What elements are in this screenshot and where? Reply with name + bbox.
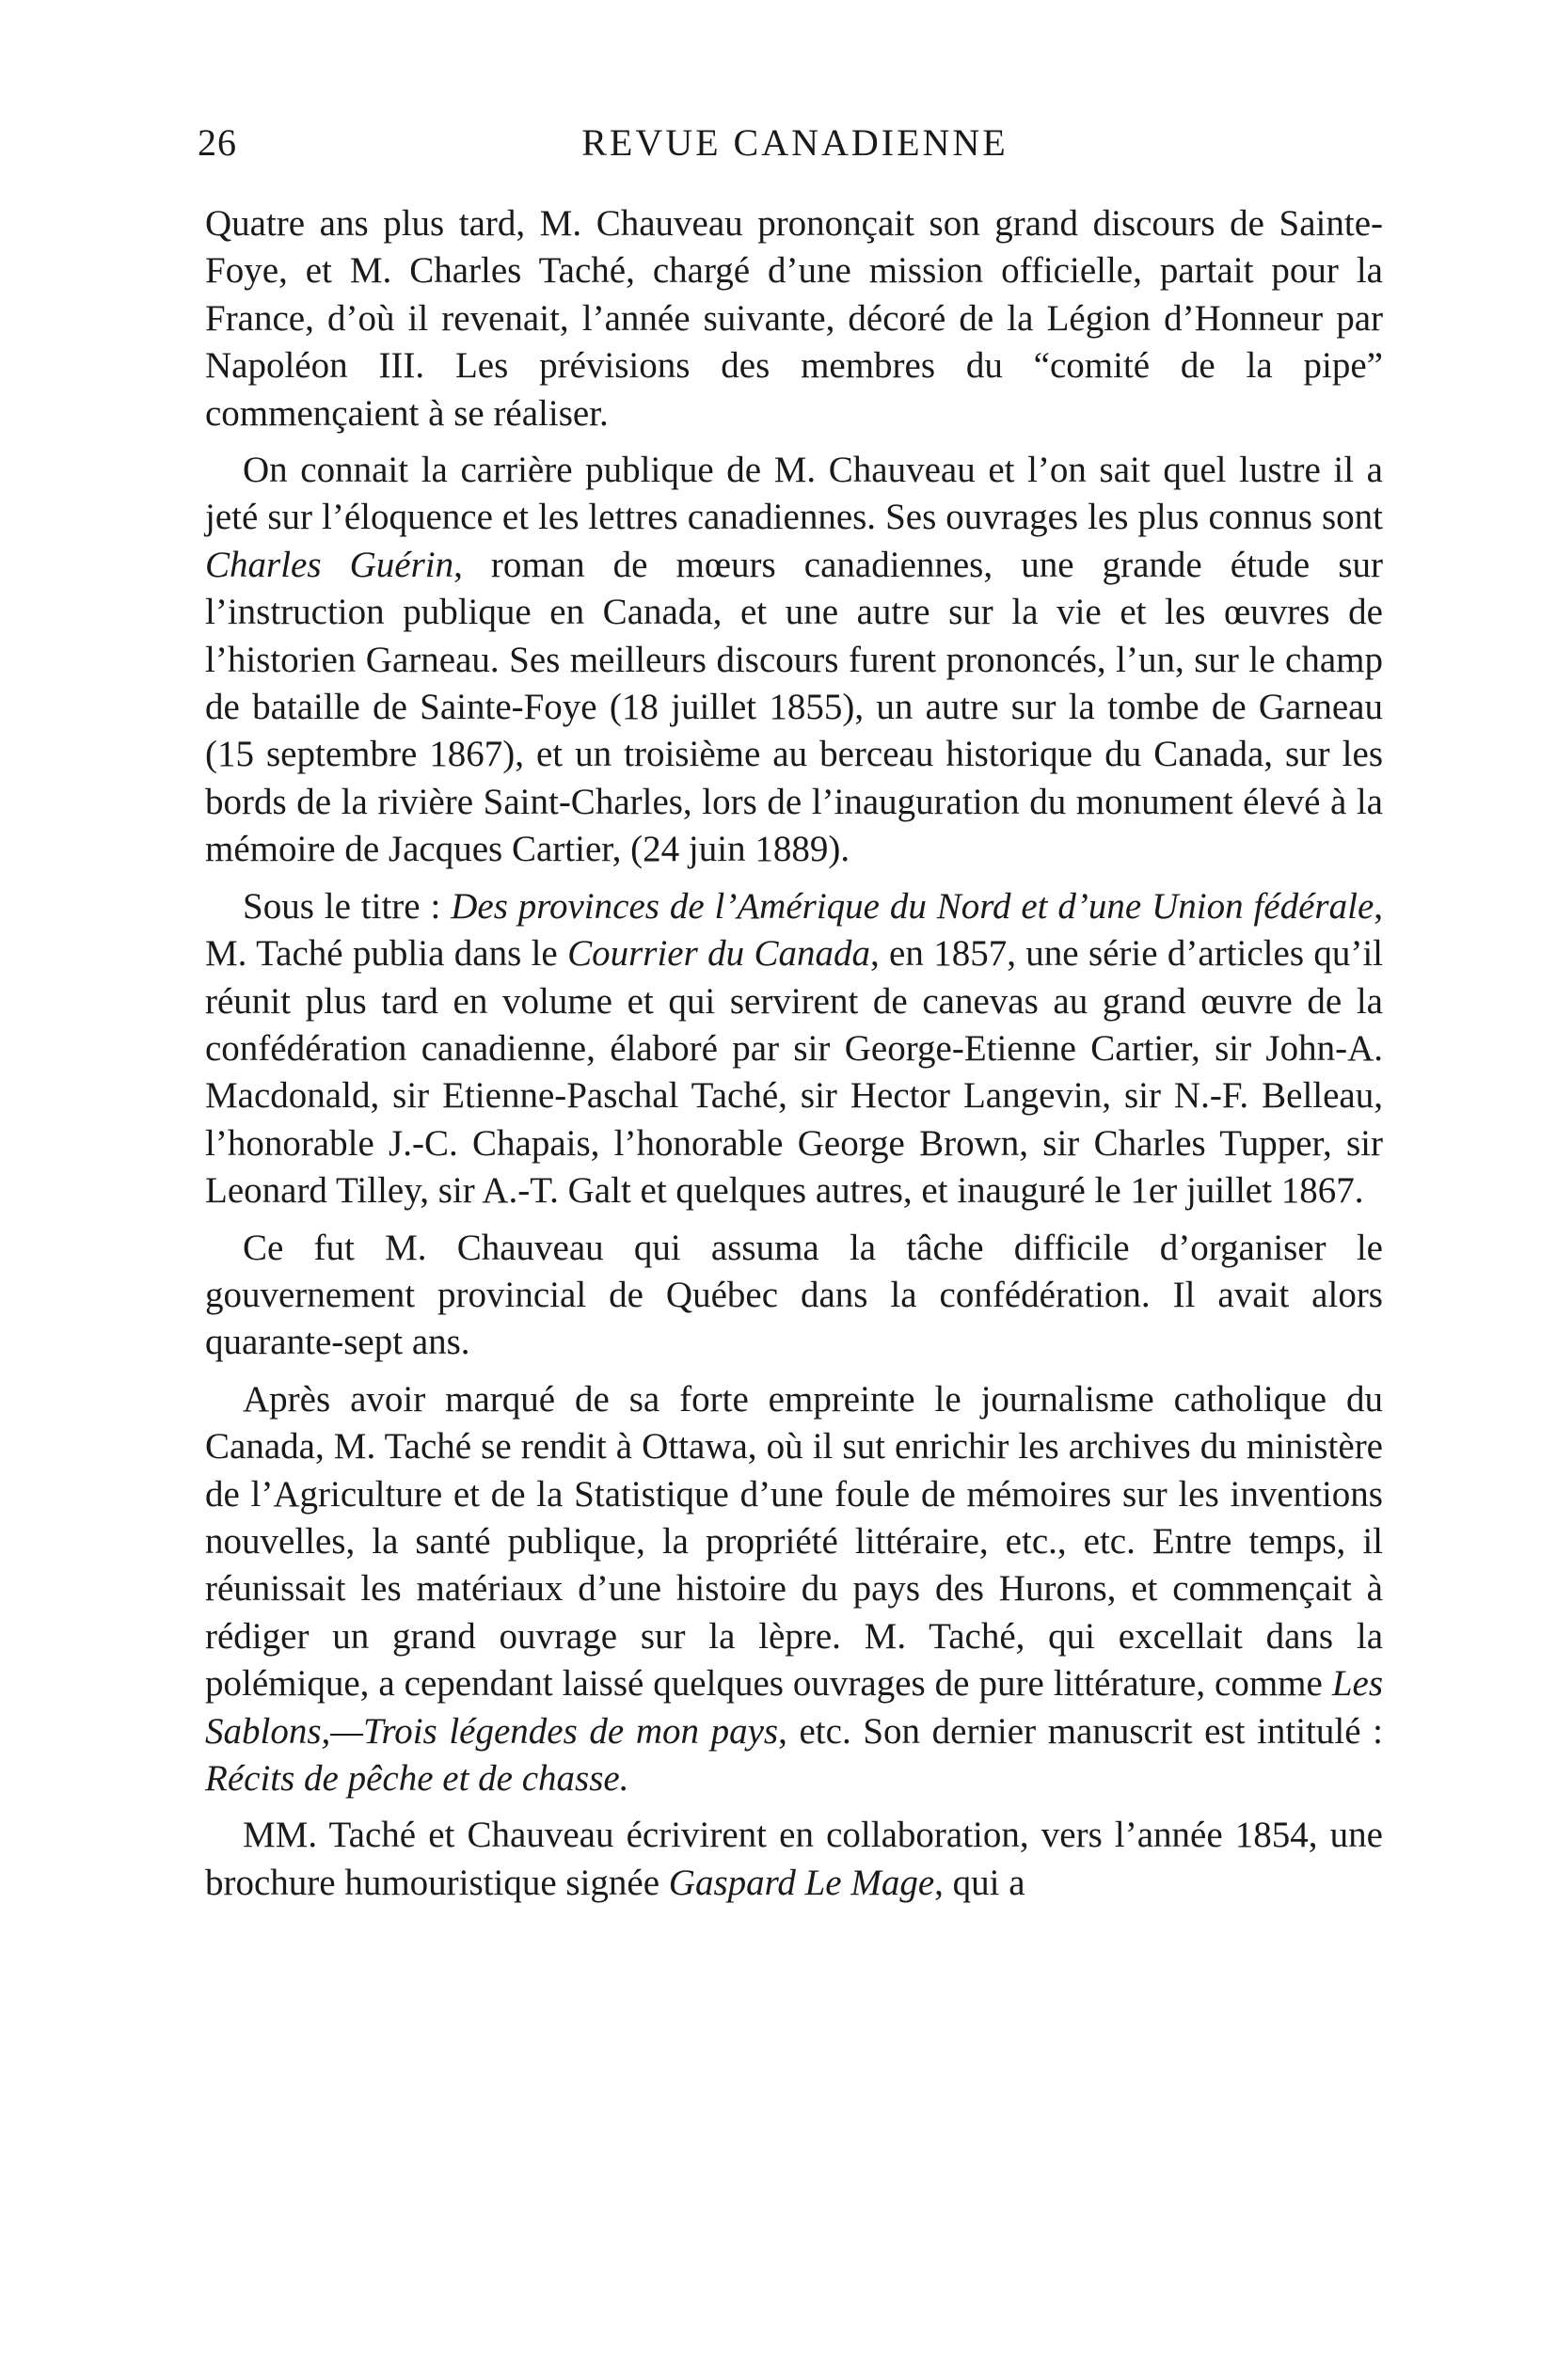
paragraph (205, 447, 1383, 874)
text-run: , qui a (934, 1862, 1025, 1903)
text-run: Ce fut M. Chauveau qui assuma la tâche difficile d’organiser le gouvernement provincial de Québec dans la confédération. Il avait alors quarante-sept ans. (205, 1227, 1383, 1363)
text-run: MM. Taché et Chauveau écrivirent en collaboration, vers l’année 1854, une brochure humouristique signée (205, 1815, 1383, 1903)
italic-title: Récits de pêche et de chasse. (205, 1758, 629, 1799)
text-run: On connait la carrière publique de M. Chauveau et l’on sait quel lustre il a jeté sur l’éloquence et les lettres canadiennes. Ses ouvrages les plus connus sont (205, 450, 1383, 538)
italic-title: Charles Guérin (205, 544, 454, 585)
italic-title: Les Sablons,—Trois légendes de mon pays (205, 1663, 1383, 1752)
italic-title: Des provinces de l’Amérique du Nord et d’une Union fédérale (451, 885, 1374, 927)
text-run: , etc. Son dernier manuscrit est intitulé : (778, 1710, 1383, 1752)
paragraph (205, 883, 1383, 1215)
paragraph (205, 200, 1383, 437)
body-text (205, 200, 1383, 1916)
paragraph (205, 1376, 1383, 1803)
text-run: , M. Taché publia dans le (205, 885, 1384, 975)
page-header (198, 120, 1392, 177)
text-run: Sous le titre : (243, 885, 452, 927)
italic-title: Courrier du Canada (567, 933, 870, 975)
italic-title: Gaspard Le Mage (668, 1862, 935, 1903)
paragraph (205, 1225, 1383, 1367)
text-run: Quatre ans plus tard, M. Chauveau prononçait son grand discours de Sainte-Foye, et M. Charles Taché, chargé d’une mission officielle, partait pour la France, d’où il revenait, l’année suivante, décoré de la Légion d’Honneur par Napoléon III. Les prévisions des membres du “comité de la pipe” commençaient à se réaliser. (205, 203, 1383, 434)
running-title: REVUE CANADIENNE (581, 121, 1009, 164)
page-number: 26 (198, 121, 237, 164)
paragraph (205, 1812, 1383, 1907)
text-run: , en 1857, une série d’articles qu’il réunit plus tard en volume et qui servirent de canevas au grand œuvre de la confédération canadienne, élaboré par sir George-Etienne Cartier, sir John-A. Macdonald, sir Etienne-Paschal Taché, sir Hector Langevin, sir N.-F. Belleau, l’honorable J.-C. Chapais, l’honorable George Brown, sir Charles Tupper, sir Leonard Tilley, sir A.-T. Galt et quelques autres, et inauguré le 1er juillet 1867. (205, 933, 1383, 1212)
text-run: , roman de mœurs canadiennes, une grande étude sur l’instruction publique en Canada, et une autre sur la vie et les œuvres de l’historien Garneau. Ses meilleurs discours furent prononcés, l’un, sur le champ de bataille de Sainte-Foye (18 juillet 1855), un autre sur la tombe de Garneau (15 septembre 1867), et un troisième au berceau historique du Canada, sur les bords de la rivière Saint-Charles, lors de l’inauguration du monument élevé à la mémoire de Jacques Cartier, (24 juin 1889). (205, 544, 1383, 870)
text-run: Après avoir marqué de sa forte empreinte le journalisme catholique du Canada, M. Taché se rendit à Ottawa, où il sut enrichir les archives du ministère de l’Agriculture et de la Statistique d’une foule de mémoires sur les inventions nouvelles, la santé publique, la propriété littéraire, etc., etc. Entre temps, il réunissait les matériaux d’une histoire du pays des Hurons, et commençait à rédiger un grand ouvrage sur la lèpre. M. Taché, qui excellait dans la polémique, a cependant laissé quelques ouvrages de pure littérature, comme (205, 1378, 1383, 1705)
